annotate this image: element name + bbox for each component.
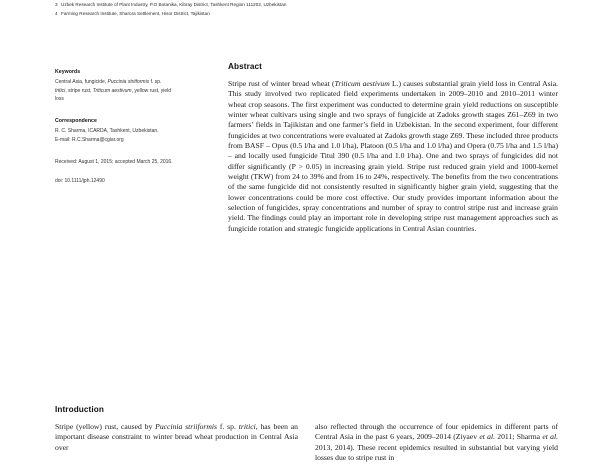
correspondence-block (55, 117, 173, 144)
introduction-left-column: Stripe (yellow) rust, caused by Puccinia striiformis f. sp. tritici, has been an important disease constraint to winter bread wheat production in Central Asia over (55, 422, 298, 452)
introduction-right-column: also reflected through the occurrence of four epidemics in different parts of Central Asia in the past 6 years, 2009–2014 (Ziyaev et al. 2011; Sharma et al. 2013, 2014). These recent epidemics resulted in substantial but varying yield losses due to stripe rust in (315, 422, 559, 463)
publication-history-block (55, 158, 173, 187)
affiliation-number-4: 4 (55, 10, 58, 16)
affiliation-line-4 (55, 10, 555, 19)
keywords-text: Central Asia, fungicide, Puccinia striiformis f. sp. tritici, stripe rust, Triticum aestivum, yellow rust, yield loss (55, 78, 172, 103)
introduction-section (55, 405, 558, 464)
abstract-heading: Abstract (228, 62, 263, 71)
correspondence-name: R. C. Sharma, ICARDA, Tashkent, Uzbekistan. (55, 127, 159, 134)
affiliations-block (55, 1, 555, 18)
affiliation-number-3: 3 (55, 2, 58, 7)
affiliation-line-3 (55, 1, 555, 10)
introduction-heading: Introduction (55, 405, 104, 414)
abstract-text: Stripe rust of winter bread wheat (Triticum aestivum L.) causes substantial grain yield loss in Central Asia. This study involved two replicated field experiments undertaken in 2009–2010 and 2010–2011 winter wheat crop seasons. The first experiment was conducted to determine grain yield reductions on susceptible winter wheat cultivars using single and two sprays of fungicide at Zadoks growth stages Z61–Z69 in two farmers’ fields in Tajikistan and one farmer’s field in Uzbekistan. In the second experiment, four different fungicides at two concentrations were evaluated at Zadoks growth stage Z69. These included three products from BASF – Opus (0.5 l/ha and 1.0 l/ha), Platoon (0.5 l/ha and 1.0 l/ha) and Opera (0.75 l/ha and 1.5 l/ha) – and locally used fungicide Titul 390 (0.5 l/ha and 1.0 l/ha). One and two sprays of fungicides did not differ significantly (P > 0.05) in increasing grain yield. Stripe rust reduced grain yield and 1000-kernel weight (TKW) from 24 to 39% and from 16 to 24%, respectively. The benefits from the two concentrations of the same fungicide did not consistently resulted in significantly higher grain yield, suggesting that the lower concentrations could be more cost effective. Our study provides important information about the selection of fungicides, spray concentrations and number of spray to control stripe rust and increase grain yield. The findings could play an important role in developing stripe rust management approaches such as fungicide rotation and strategic fungicide applications in Central Asian countries. (228, 79, 558, 233)
introduction-columns (55, 422, 558, 464)
abstract-section (228, 62, 558, 234)
keywords-heading: Keywords (55, 69, 81, 75)
received-accepted-line: Received: August 1, 2015; accepted March 25, 2016. (55, 158, 173, 165)
correspondence-heading: Correspondence (55, 118, 97, 125)
article-metadata-sidebar (55, 68, 173, 199)
affiliation-text-3: Uzbek Research Institute of Plant Industry, P.O Botanika, Kibray District, Tashkent Region 111202, Uzbekistan (61, 2, 287, 7)
doi-line[interactable]: doi: 10.1111/jph.12490 (55, 178, 105, 185)
keywords-block (55, 68, 173, 104)
introduction-heading-row (55, 405, 558, 422)
affiliation-text-4: Farming Research Institute, Sharora Settlement, Hisor District, Tajikistan (61, 10, 210, 16)
correspondence-email[interactable]: E-mail: R.C.Sharma@cgiar.org (55, 136, 124, 143)
